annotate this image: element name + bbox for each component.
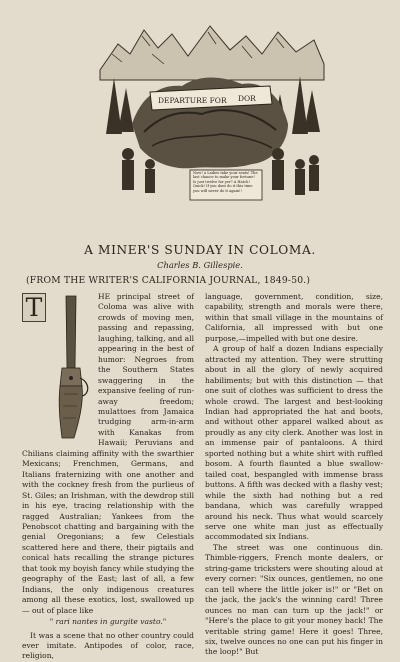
latin-quote: " rari nantes in gurgite vasto." [49,617,167,627]
paragraph-4: A group of half a dozen Indians especially attracted my attention. They were strutting about in all the glory of newly acquired habiliments; but with this distinction — that one suit of clothes was sufficient to dress the whole crowd. The largest and best-looking Indian had appropriated the hat and boots, and without other apparel walked about as proudly as any city clerk. Another was lost in an immense pair of pantaloons. A third sported nothing but a white shirt with ruffled bosom. A fourth flaunted a blue swallow-tailed coat, bespangled with immense brass buttons. A fifth was decked with a flashy vest; while the sixth had nothing but a red bandana, which was carefully wrapped around his neck. Thus what would scarcely serve one white man just as effectually accommodated six Indians. [205,344,383,542]
article-subtitle: (FROM THE WRITER'S CALIFORNIA JOURNAL, 1849-50.) [26,275,311,286]
paragraph-3: language, government, condition, size, capability, strength and morals were there, within that small village in the mountains of California, all impressed with but one purpose,—impelled with but one desire. [205,292,383,343]
article-author: Charles B. Gillespie. [157,260,243,270]
paragraph-5: The street was one continuous din. Thimble-riggers, French monte dealers, or string-game tricksters were shouting aloud at every corner: "Six ounces, gentlemen, no one can tell where the little joker is!" or "Bet on the jack, the jack's the winning card! Three ounces no man can turn up the jack!" or "Here's the place to git your money back! The veritable string game! Here it goes! Three, six, twelve ounces no one can put his finger in the loop!" But [205,542,383,657]
left-column [22,292,194,662]
paragraph-2: It was a scene that no other country could ever imitate. Antipodes of color, race, religion, [22,630,194,661]
placard-sign [190,170,262,200]
mountains-drawing [100,26,324,80]
placard-text: Now! a Ladies take your seats! The last chance to make your fortune! Is just twelve for yer? A Hatch! Quick! If you dont do it this time you will never do it again!! [193,171,258,193]
article-title: A MINER'S SUNDAY IN COLOMA. [84,243,316,257]
dropcap: T [22,293,46,322]
banner-text-2: DOR [238,94,256,103]
banner-text: DEPARTURE FOR [158,96,227,105]
pistol-illustration [48,294,94,440]
paragraph-1: HE principal street of Coloma was alive with crowds of moving men, passing and repassing, laughing, talking, and all appearing in the best of humor: Negroes from the Southern States swaggering in the expansive feeling of run-away freedom; mulattoes from Jamaica trudging arm-in-arm with Kanakas from Hawaii; Peruvians and Chilians claiming affinity with the swarthier Mexicans; Frenchmen, Germans, and Italians fraternizing with one another and with the cockney fresh from the purlieus of St. Giles; an Irishman, with the dewdrop still in his eye, tracing relationship with the ragged Australian; Yankees from the Penobscot chatting and bargaining with the genial Oregonians; a few Celestials scattered here and there, their pigtails and conical hats recalling the strange pictures that took my boyish fancy while studying the geography of the East; last of all, a few Indians, the only indigenous creatures among all these exotics, lost, swallowed up — out of place like [22,292,194,615]
mining-scene-illustration [92,14,328,202]
right-column [205,292,383,658]
